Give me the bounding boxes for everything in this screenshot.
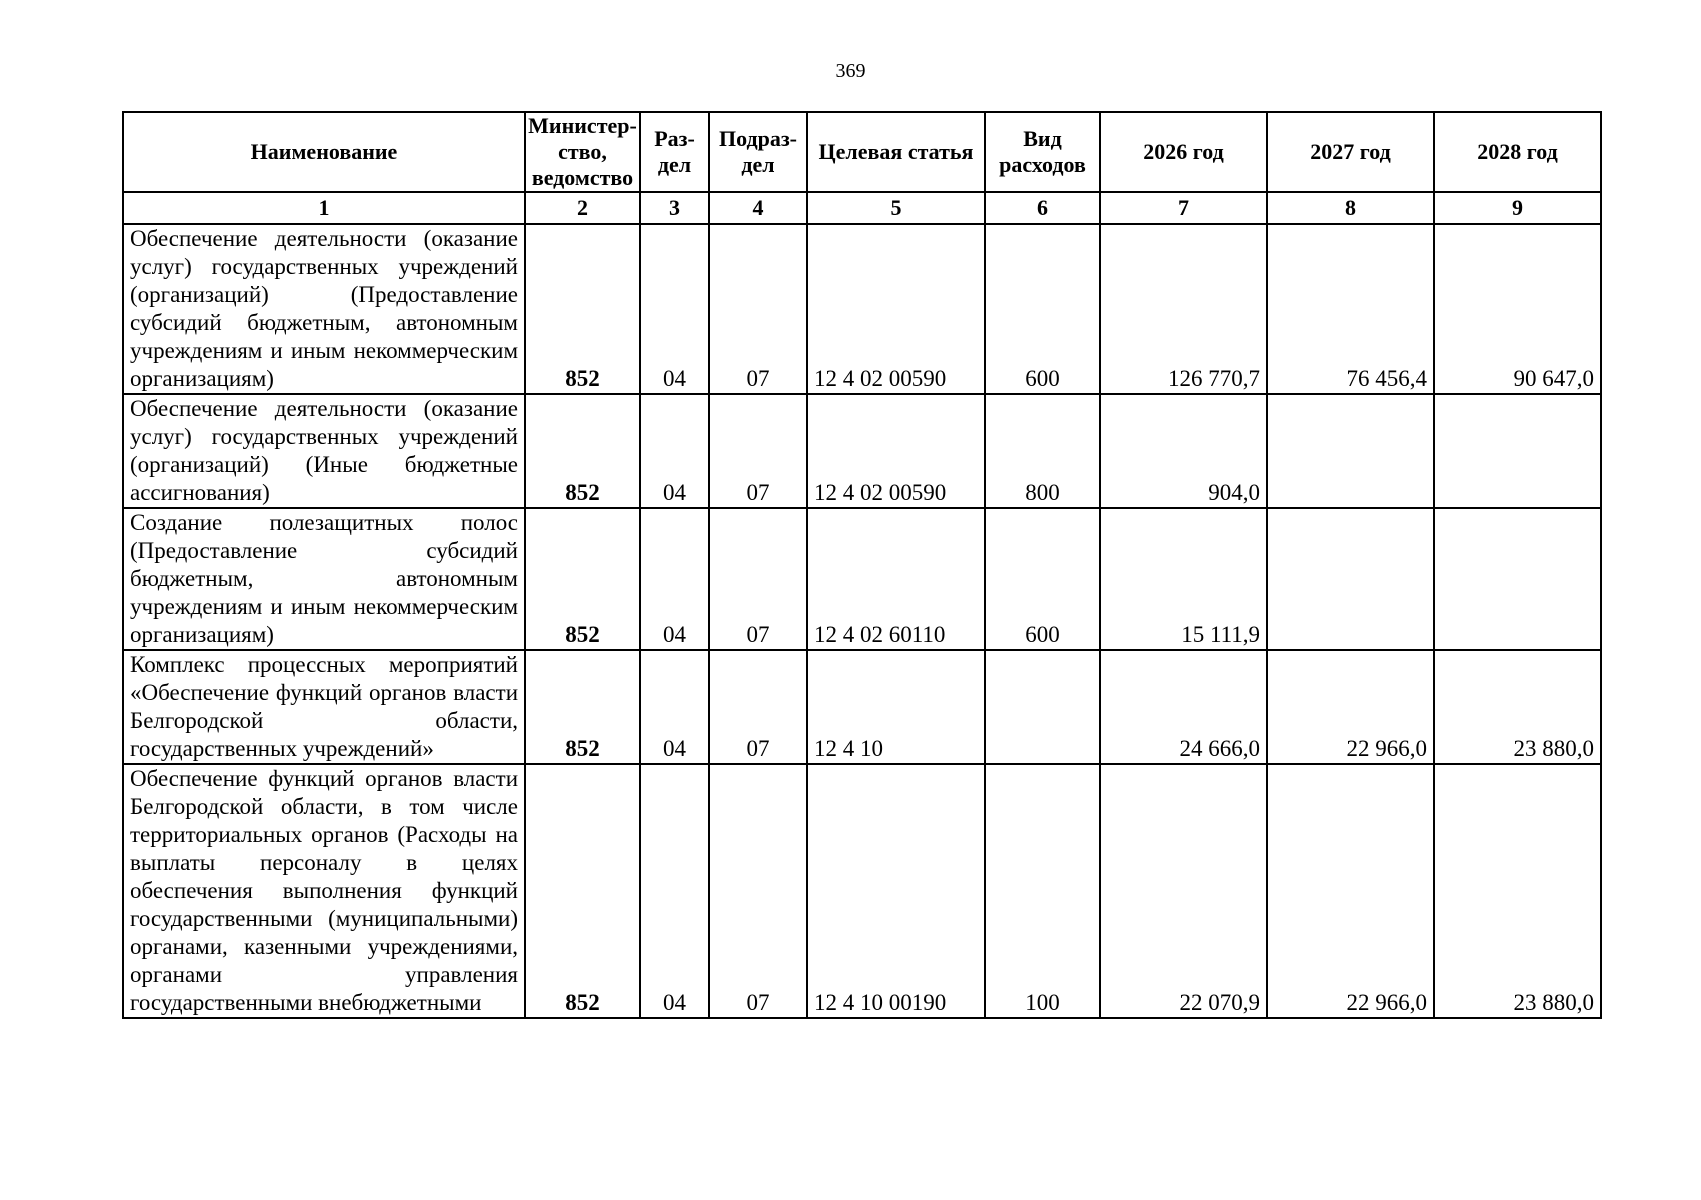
table-row: [123, 224, 1601, 394]
table-row: [123, 650, 1601, 764]
row-ministry: 852: [525, 394, 640, 508]
column-number: 8: [1267, 192, 1434, 224]
row-subsection: 07: [709, 508, 807, 650]
row-subsection: 07: [709, 394, 807, 508]
row-kind: 800: [985, 394, 1100, 508]
column-number: 5: [807, 192, 985, 224]
header-subsection: Подраз-дел: [709, 112, 807, 192]
column-number: 1: [123, 192, 525, 224]
row-2028: 90 647,0: [1434, 224, 1601, 394]
row-section: 04: [640, 764, 709, 1018]
row-kind: 600: [985, 508, 1100, 650]
row-subsection: 07: [709, 650, 807, 764]
row-ministry: 852: [525, 650, 640, 764]
row-kind: [985, 650, 1100, 764]
row-target: 12 4 10 00190: [807, 764, 985, 1018]
header-row: [123, 112, 1601, 192]
budget-table: [122, 111, 1602, 1019]
row-target: 12 4 02 60110: [807, 508, 985, 650]
column-number: 9: [1434, 192, 1601, 224]
row-2026: 126 770,7: [1100, 224, 1267, 394]
row-name: Обеспечение функций органов власти Белгородской области, в том числе территориальных органов (Расходы на выплаты персоналу в целях обеспечения выполнения функций государственными (муниципальными) органами, казенными учреждениями, органами управления государственными внебюджетными: [123, 764, 525, 1018]
row-name: Обеспечение деятельности (оказание услуг) государственных учреждений (организаций) (Предоставление субсидий бюджетным, автономным учреждениям и иным некоммерческим организациям): [123, 224, 525, 394]
column-number: 4: [709, 192, 807, 224]
row-ministry: 852: [525, 224, 640, 394]
row-name: Создание полезащитных полос (Предоставление субсидий бюджетным, автономным учреждениям и иным некоммерческим организациям): [123, 508, 525, 650]
row-2026: 904,0: [1100, 394, 1267, 508]
row-2026: 15 111,9: [1100, 508, 1267, 650]
table-row: [123, 394, 1601, 508]
page-number: 369: [835, 60, 866, 82]
row-kind: 600: [985, 224, 1100, 394]
row-target: 12 4 02 00590: [807, 224, 985, 394]
row-2027: 22 966,0: [1267, 650, 1434, 764]
row-target: 12 4 02 00590: [807, 394, 985, 508]
row-2028: 23 880,0: [1434, 650, 1601, 764]
column-number: 2: [525, 192, 640, 224]
row-name: Обеспечение деятельности (оказание услуг) государственных учреждений (организаций) (Иные бюджетные ассигнования): [123, 394, 525, 508]
row-2027: 22 966,0: [1267, 764, 1434, 1018]
header-name: Наименование: [123, 112, 525, 192]
row-section: 04: [640, 650, 709, 764]
row-subsection: 07: [709, 224, 807, 394]
row-2027: [1267, 394, 1434, 508]
header-2026: 2026 год: [1100, 112, 1267, 192]
header-kind: Вид расходов: [985, 112, 1100, 192]
row-ministry: 852: [525, 508, 640, 650]
row-2027: 76 456,4: [1267, 224, 1434, 394]
row-2028: [1434, 508, 1601, 650]
row-section: 04: [640, 394, 709, 508]
header-target: Целевая статья: [807, 112, 985, 192]
header-2027: 2027 год: [1267, 112, 1434, 192]
row-ministry: 852: [525, 764, 640, 1018]
row-2026: 22 070,9: [1100, 764, 1267, 1018]
row-target: 12 4 10: [807, 650, 985, 764]
column-number: 3: [640, 192, 709, 224]
row-2028: [1434, 394, 1601, 508]
table-row: [123, 508, 1601, 650]
row-name: Комплекс процессных мероприятий «Обеспечение функций органов власти Белгородской области, государственных учреждений»: [123, 650, 525, 764]
row-section: 04: [640, 224, 709, 394]
table-row: [123, 764, 1601, 1018]
header-section: Раз-дел: [640, 112, 709, 192]
column-number: 7: [1100, 192, 1267, 224]
header-ministry: Министер-ство, ведомство: [525, 112, 640, 192]
column-number: 6: [985, 192, 1100, 224]
row-2027: [1267, 508, 1434, 650]
row-2026: 24 666,0: [1100, 650, 1267, 764]
column-number-row: [123, 192, 1601, 224]
row-kind: 100: [985, 764, 1100, 1018]
header-2028: 2028 год: [1434, 112, 1601, 192]
row-2028: 23 880,0: [1434, 764, 1601, 1018]
row-subsection: 07: [709, 764, 807, 1018]
row-section: 04: [640, 508, 709, 650]
